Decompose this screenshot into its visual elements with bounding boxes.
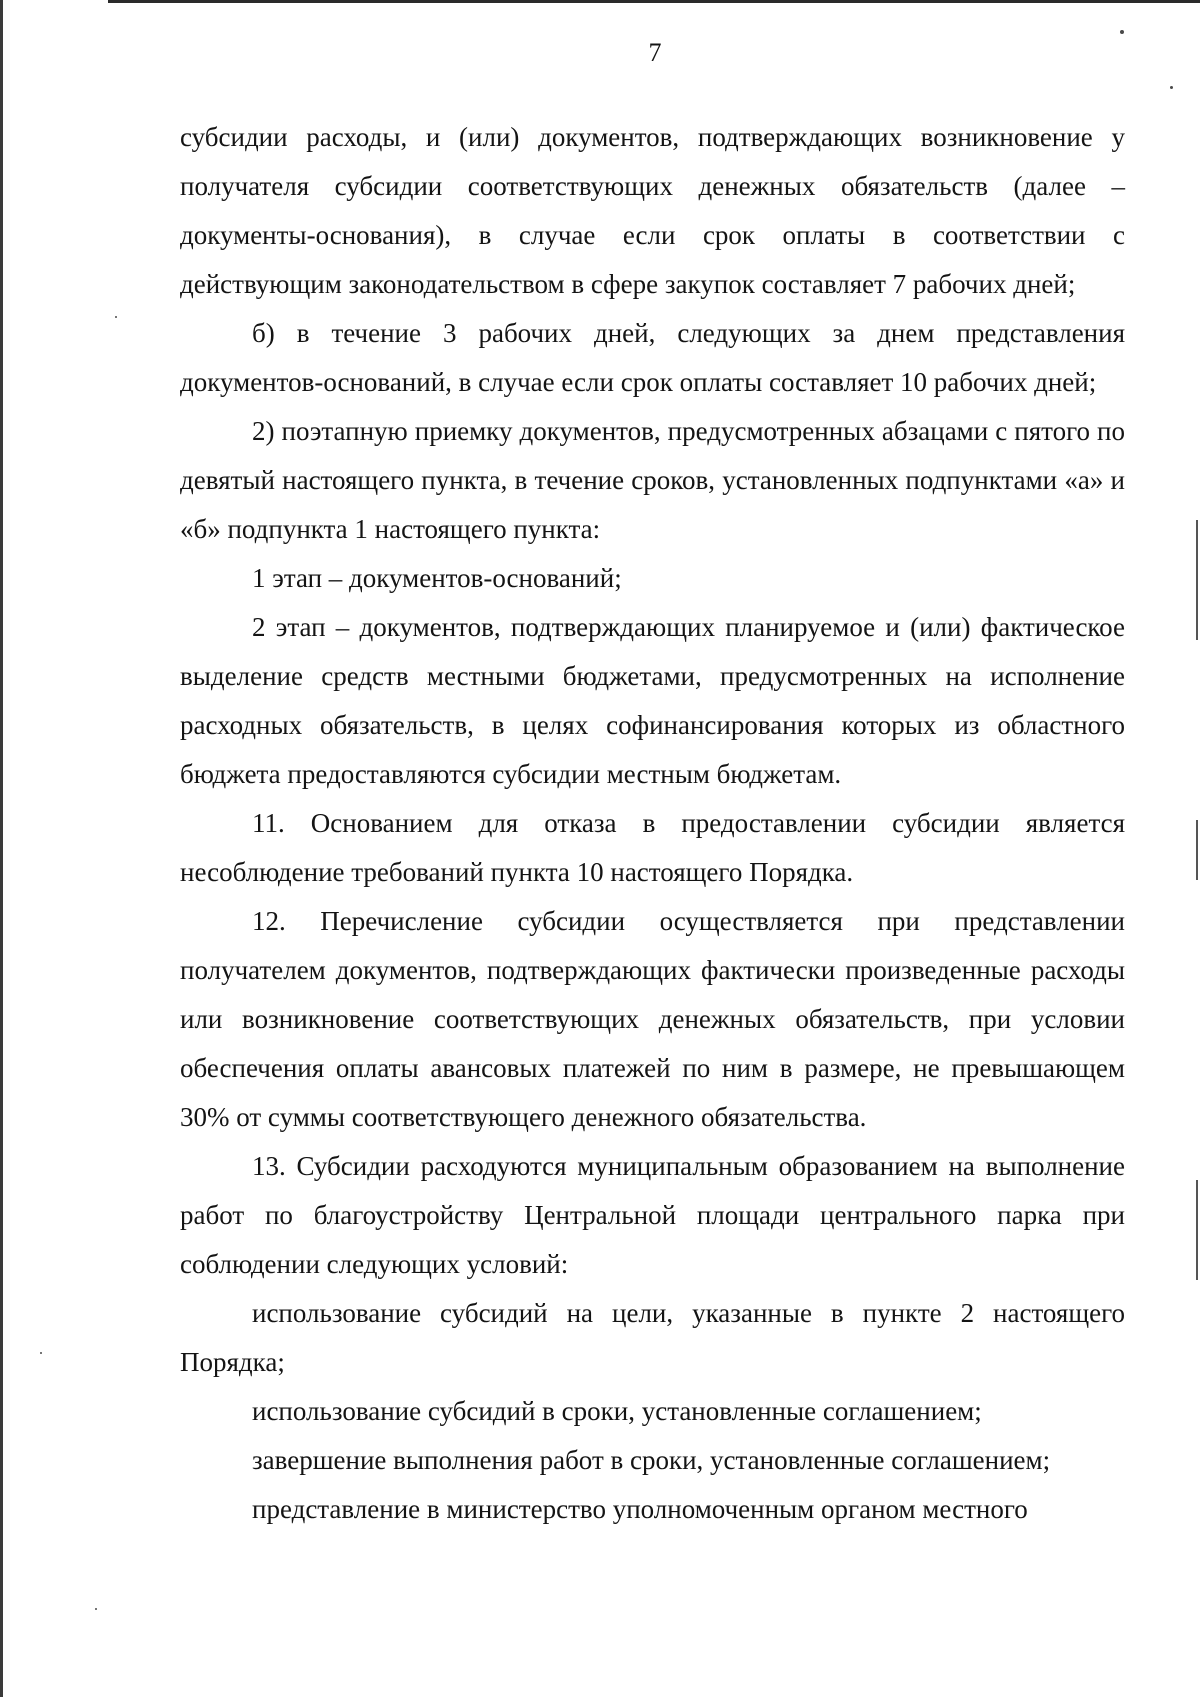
scan-edge-mark xyxy=(1196,520,1198,640)
scan-border-left xyxy=(0,0,3,1697)
paragraph-stage-2: 2 этап – документов, подтверждающих планируемое и (или) фактическое выделение средств местными бюджетами, предусмотренных на исполнение расходных обязательств, в целях софинансирования которых из областного бюджета предоставляются субсидии местным бюджетам. xyxy=(180,612,1125,789)
paragraph-condition-2: использование субсидий в сроки, установленные соглашением; xyxy=(252,1396,982,1426)
scan-speck xyxy=(40,1352,42,1354)
paragraph-item-2: 2) поэтапную приемку документов, предусмотренных абзацами с пятого по девятый настоящего пункта, в течение сроков, установленных подпунктами «а» и «б» подпункта 1 настоящего пункта: xyxy=(180,416,1125,544)
scan-speck xyxy=(115,316,117,318)
paragraph-subitem-b: б) в течение 3 рабочих дней, следующих за днем представления документов-оснований, в случае если срок оплаты составляет 10 рабочих дней; xyxy=(180,318,1125,397)
document-body xyxy=(180,113,1125,1534)
paragraph-condition-3: завершение выполнения работ в сроки, установленные соглашением; xyxy=(252,1445,1051,1475)
paragraph-stage-1: 1 этап – документов-оснований; xyxy=(252,563,622,593)
scan-edge-mark xyxy=(1196,820,1198,880)
paragraph-condition-4: представление в министерство уполномоченным органом местного xyxy=(252,1494,1028,1524)
scan-speck xyxy=(1120,30,1124,34)
paragraph-clause-11: 11. Основанием для отказа в предоставлении субсидии является несоблюдение требований пункта 10 настоящего Порядка. xyxy=(180,808,1125,887)
paragraph-clause-12: 12. Перечисление субсидии осуществляется при представлении получателем документов, подтверждающих фактически произведенные расходы или возникновение соответствующих денежных обязательств, при условии обеспечения оплаты авансовых платежей по ним в размере, не превышающем 30% от суммы соответствующего денежного обязательства. xyxy=(180,906,1125,1132)
paragraph-condition-1: использование субсидий на цели, указанные в пункте 2 настоящего Порядка; xyxy=(180,1298,1125,1377)
page-number: 7 xyxy=(648,38,662,67)
scan-edge-mark xyxy=(1196,1180,1198,1280)
scan-border-top xyxy=(108,0,1200,3)
scan-speck xyxy=(1170,86,1173,89)
paragraph-continuation: субсидии расходы, и (или) документов, подтверждающих возникновение у получателя субсидии соответствующих денежных обязательств (далее – документы-основания), в случае если срок оплаты в соответствии с действующим законодательством в сфере закупок составляет 7 рабочих дней; xyxy=(180,122,1125,299)
scan-speck xyxy=(95,1608,97,1610)
paragraph-clause-13: 13. Субсидии расходуются муниципальным образованием на выполнение работ по благоустройству Центральной площади центрального парка при соблюдении следующих условий: xyxy=(180,1151,1125,1279)
